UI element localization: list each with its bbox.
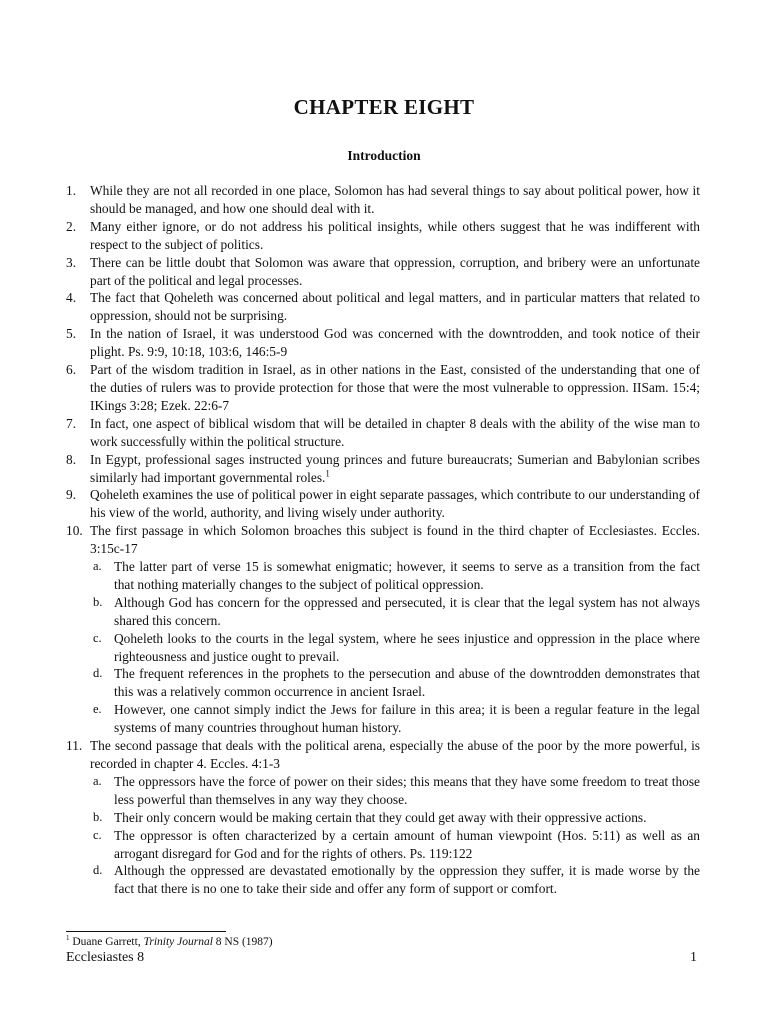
- item-text: Part of the wisdom tradition in Israel, as in other nations in the East, consisted of the understanding that one of the duties of rulers was to provide protection for those that were the most vulnerable to oppression. IISam. 15:4; IKings 3:28; Ezek. 22:6-7: [90, 362, 700, 413]
- footnote-citation: 8 NS (1987): [212, 936, 273, 948]
- item-number: 5.: [66, 326, 77, 342]
- sub-list-item: [90, 827, 700, 863]
- list-item: [66, 486, 700, 522]
- item-text: Qoheleth examines the use of political power in eight separate passages, which contribute to our understanding of his view of the world, authority, and living wisely under authority.: [90, 487, 700, 521]
- list-item: [66, 218, 700, 254]
- item-number: 11.: [66, 738, 83, 754]
- sub-item-text: However, one cannot simply indict the Jews for failure in this area; it is been a regular feature in the legal systems of many countries throughout human history.: [114, 702, 700, 736]
- footnote-author: Duane Garrett,: [72, 936, 144, 948]
- list-item: [66, 289, 700, 325]
- list-item: [66, 737, 700, 898]
- sub-list: [90, 773, 700, 898]
- item-number: 6.: [66, 362, 77, 378]
- sub-item-text: The frequent references in the prophets to the persecution and abuse of the downtrodden demonstrates that this was a relatively common occurrence in ancient Israel.: [114, 666, 700, 700]
- sub-item-text: The oppressor is often characterized by a certain amount of human viewpoint (Hos. 5:11) as well as an arrogant disregard for God and for the rights of others. Ps. 119:122: [114, 827, 700, 861]
- footnote-separator: [66, 931, 226, 932]
- sub-item-letter: a.: [93, 559, 102, 574]
- sub-item-text: The latter part of verse 15 is somewhat enigmatic; however, it seems to serve as a transition from the fact that nothing materially changes to the subject of political oppression.: [114, 559, 700, 592]
- item-number: 1.: [66, 183, 77, 198]
- item-number: 7.: [66, 415, 77, 431]
- sub-list: [90, 558, 700, 737]
- sub-list-item: [90, 558, 700, 594]
- section-heading: Introduction: [347, 148, 421, 163]
- sub-item-text: The oppressors have the force of power on their sides; this means that they have some freedom to treat those less powerful than themselves in any way they choose.: [114, 773, 700, 807]
- item-number: 2.: [66, 218, 77, 234]
- numbered-list: [66, 182, 700, 898]
- item-text: The first passage in which Solomon broaches this subject is found in the third chapter of Ecclesiastes. Eccles. 3:15c-17: [90, 523, 700, 557]
- list-item: [66, 325, 700, 361]
- footnote-marker: 1: [66, 934, 70, 943]
- sub-list-item: [90, 665, 700, 701]
- list-item: [66, 522, 700, 737]
- sub-item-text: Their only concern would be making certain that they could get away with their oppressive actions.: [114, 809, 647, 825]
- sub-list-item: [90, 594, 700, 630]
- sub-list-item: [90, 862, 700, 898]
- chapter-title: CHAPTER EIGHT: [293, 95, 475, 119]
- item-text: In Egypt, professional sages instructed young princes and future bureaucrats; Sumerian and Babylonian scribes similarly had important governmental roles.: [90, 451, 700, 485]
- sub-item-letter: c.: [93, 827, 102, 842]
- sub-item-text: Although God has concern for the oppressed and persecuted, it is clear that the legal system has not always shared this concern.: [114, 594, 700, 628]
- list-item: [66, 254, 700, 290]
- sub-item-letter: a.: [93, 773, 102, 788]
- item-text: Many either ignore, or do not address his political insights, while others suggest that he was indifferent with respect to the subject of politics.: [90, 218, 700, 252]
- sub-item-letter: c.: [93, 630, 102, 645]
- item-text: The second passage that deals with the political arena, especially the abuse of the poor by the more powerful, is recorded in chapter 4. Eccles. 4:1-3: [90, 738, 700, 771]
- item-number: 9.: [66, 487, 77, 503]
- item-number: 8.: [66, 451, 77, 467]
- list-item: [66, 182, 700, 218]
- sub-item-text: Although the oppressed are devastated emotionally by the oppression they suffer, it is made worse by the fact that there is no one to take their side and offer any form of support or comfort.: [114, 863, 700, 897]
- sub-list-item: [90, 701, 700, 737]
- sub-item-letter: b.: [93, 809, 103, 824]
- item-number: 10.: [66, 523, 83, 539]
- list-item: [66, 451, 700, 487]
- list-item: [66, 415, 700, 451]
- item-text: The fact that Qoheleth was concerned about political and legal matters, and in particular matters that related to oppression, should not be surprising.: [90, 290, 700, 324]
- footnote: [66, 935, 273, 949]
- sub-item-text: Qoheleth looks to the courts in the legal system, where he sees injustice and oppression in the place where righteousness and justice ought to prevail.: [114, 630, 700, 664]
- sub-item-letter: b.: [93, 594, 103, 609]
- item-number: 3.: [66, 254, 77, 270]
- sub-list-item: [90, 809, 700, 827]
- footnote-journal: Trinity Journal: [143, 936, 213, 948]
- sub-item-letter: d.: [93, 863, 103, 878]
- list-item: [66, 361, 700, 415]
- footer-book-title: Ecclesiastes 8: [66, 950, 145, 965]
- footnote-reference: 1: [325, 468, 330, 479]
- sub-list-item: [90, 630, 700, 666]
- sub-list-item: [90, 773, 700, 809]
- item-text: While they are not all recorded in one place, Solomon has had several things to say about political power, how it should be managed, and how one should deal with it.: [90, 183, 700, 216]
- sub-item-letter: d.: [93, 666, 103, 681]
- item-text: There can be little doubt that Solomon was aware that oppression, corruption, and bribery were an unfortunate part of the political and legal processes.: [90, 254, 700, 288]
- sub-item-letter: e.: [93, 702, 102, 717]
- item-text: In fact, one aspect of biblical wisdom that will be detailed in chapter 8 deals with the ability of the wise man to work successfully within the political structure.: [90, 415, 700, 449]
- page-number: 1: [690, 950, 697, 965]
- item-text: In the nation of Israel, it was understood God was concerned with the downtrodden, and took notice of their plight. Ps. 9:9, 10:18, 103:6, 146:5-9: [90, 326, 700, 360]
- item-number: 4.: [66, 290, 77, 306]
